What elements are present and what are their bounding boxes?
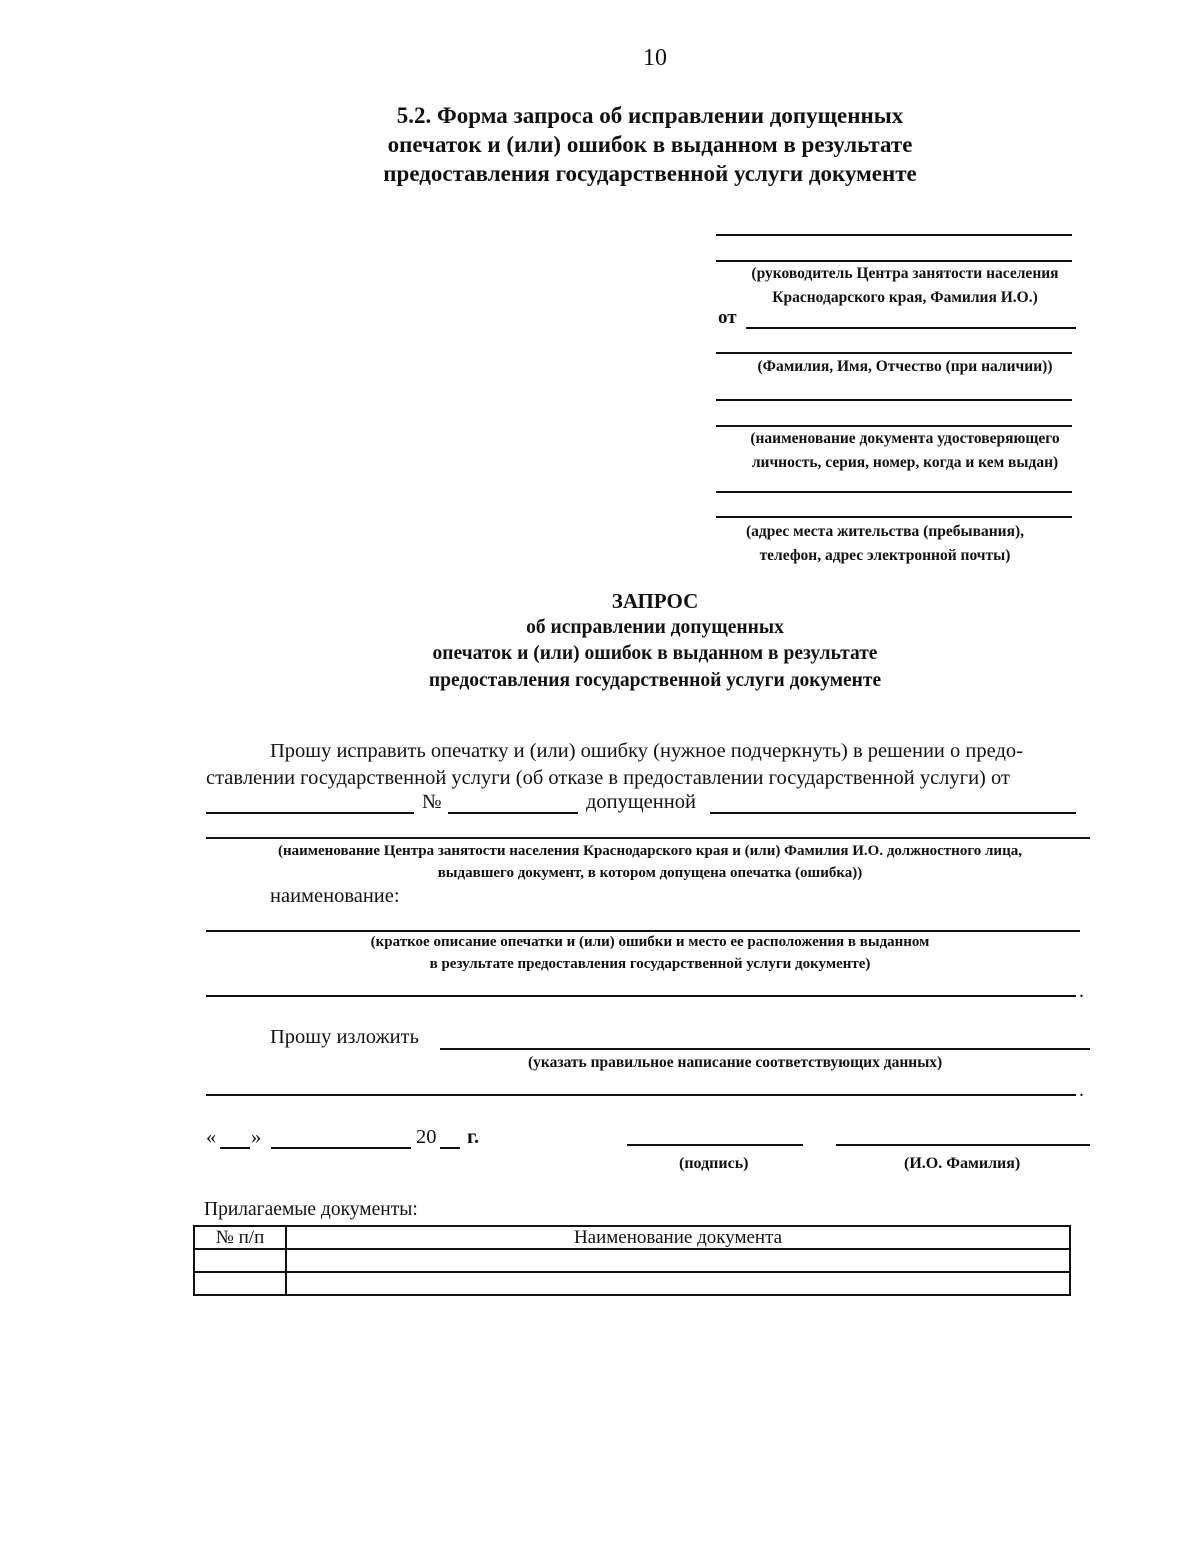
state-line-period: . xyxy=(1079,1079,1084,1101)
head-caption-line-2: Краснодарского края, Фамилия И.О.) xyxy=(772,289,1038,306)
fio-caption: (И.О. Фамилия) xyxy=(904,1155,1021,1172)
date-open-quote: « xyxy=(206,1126,217,1148)
request-title-line-1: ЗАПРОС xyxy=(611,589,699,613)
request-title xyxy=(300,588,1010,694)
year-blank[interactable] xyxy=(440,1147,460,1149)
table-header-row xyxy=(194,1226,1070,1249)
error-caption-line-2: в результате предоставления государственной услуги документе) xyxy=(429,956,871,972)
column-header-doc-name: Наименование документа xyxy=(286,1226,1070,1249)
id-doc-caption-line-2: личность, серия, номер, когда и кем выдан) xyxy=(751,454,1059,471)
from-blank-line[interactable] xyxy=(746,327,1076,329)
address-caption-line-1: (адрес места жительства (пребывания), xyxy=(745,523,1025,540)
number-sign: № xyxy=(422,791,442,813)
issuer-caption-line-2: выдавшего документ, в котором допущена опечатка (ошибка)) xyxy=(437,865,863,881)
request-title-line-4: предоставления государственной услуги документе xyxy=(428,669,882,691)
year-suffix: г. xyxy=(467,1126,480,1148)
table-cell[interactable] xyxy=(194,1249,286,1272)
id-doc-caption xyxy=(700,427,1110,475)
request-title-line-2: об исправлении допущенных xyxy=(526,616,784,638)
section-title-line-2: опечаток и (или) ошибок в выданном в результате xyxy=(387,132,913,157)
issuer-caption-line-1: (наименование Центра занятости населения Краснодарского края и (или) Фамилия И.О. должностного лица, xyxy=(278,843,1022,859)
state-blank-line-2[interactable] xyxy=(206,1094,1076,1096)
address-caption xyxy=(680,520,1090,568)
permitted-label: допущенной xyxy=(586,791,696,813)
id-doc-blank-line-1[interactable] xyxy=(716,399,1072,401)
head-caption-line-1: (руководитель Центра занятости населения xyxy=(751,265,1059,282)
section-title-line-1: 5.2. Форма запроса об исправлении допущенных xyxy=(396,103,904,128)
head-blank-line-1[interactable] xyxy=(716,234,1072,236)
table-row[interactable] xyxy=(194,1249,1070,1272)
decision-number-blank[interactable] xyxy=(448,812,578,814)
attachments-table xyxy=(193,1225,1071,1296)
body-line-2: ставлении государственной услуги (об отказе в предоставлении государственной услуги) от xyxy=(206,767,1010,789)
state-caption: (указать правильное написание соответствующих данных) xyxy=(528,1054,943,1071)
address-blank-line-2[interactable] xyxy=(716,516,1072,518)
error-caption-line-1: (краткое описание опечатки и (или) ошибки и место ее расположения в выданном xyxy=(370,934,930,950)
from-label: от xyxy=(718,307,737,328)
request-title-line-3: опечаток и (или) ошибок в выданном в результате xyxy=(432,643,878,664)
permitted-by-blank[interactable] xyxy=(710,812,1076,814)
issuer-caption xyxy=(180,840,1120,884)
year-prefix: 20 xyxy=(416,1126,437,1148)
issuer-blank-line[interactable] xyxy=(206,837,1090,839)
attachments-label: Прилагаемые документы: xyxy=(204,1199,418,1220)
name-blank-line[interactable] xyxy=(716,352,1072,354)
decision-date-blank[interactable] xyxy=(206,812,414,814)
page-number: 10 xyxy=(643,45,667,71)
signature-blank[interactable] xyxy=(627,1144,803,1146)
table-cell[interactable] xyxy=(286,1249,1070,1272)
address-caption-line-2: телефон, адрес электронной почты) xyxy=(759,547,1011,564)
state-label: Прошу изложить xyxy=(270,1026,419,1048)
signature-caption: (подпись) xyxy=(679,1155,749,1172)
date-day-blank[interactable] xyxy=(220,1147,250,1149)
state-blank-line[interactable] xyxy=(440,1048,1090,1050)
section-title-line-3: предоставления государственной услуги документе xyxy=(383,161,917,186)
section-title xyxy=(330,101,970,188)
head-caption xyxy=(700,262,1110,310)
name-caption: (Фамилия, Имя, Отчество (при наличии)) xyxy=(757,358,1053,375)
table-cell[interactable] xyxy=(286,1272,1070,1295)
body-line-1: Прошу исправить опечатку и (или) ошибку (нужное подчеркнуть) в решении о предо- xyxy=(270,740,1023,762)
error-caption xyxy=(260,931,1040,975)
table-row[interactable] xyxy=(194,1272,1070,1295)
naming-label: наименование: xyxy=(270,885,400,907)
table-cell[interactable] xyxy=(194,1272,286,1295)
date-close-quote: » xyxy=(251,1126,262,1148)
date-month-blank[interactable] xyxy=(271,1147,411,1149)
fio-blank[interactable] xyxy=(836,1144,1090,1146)
error-blank-line-2[interactable] xyxy=(206,995,1076,997)
error-line-period: . xyxy=(1079,980,1084,1002)
column-header-number: № п/п xyxy=(194,1226,286,1249)
id-doc-caption-line-1: (наименование документа удостоверяющего xyxy=(750,430,1060,447)
address-blank-line-1[interactable] xyxy=(716,491,1072,493)
